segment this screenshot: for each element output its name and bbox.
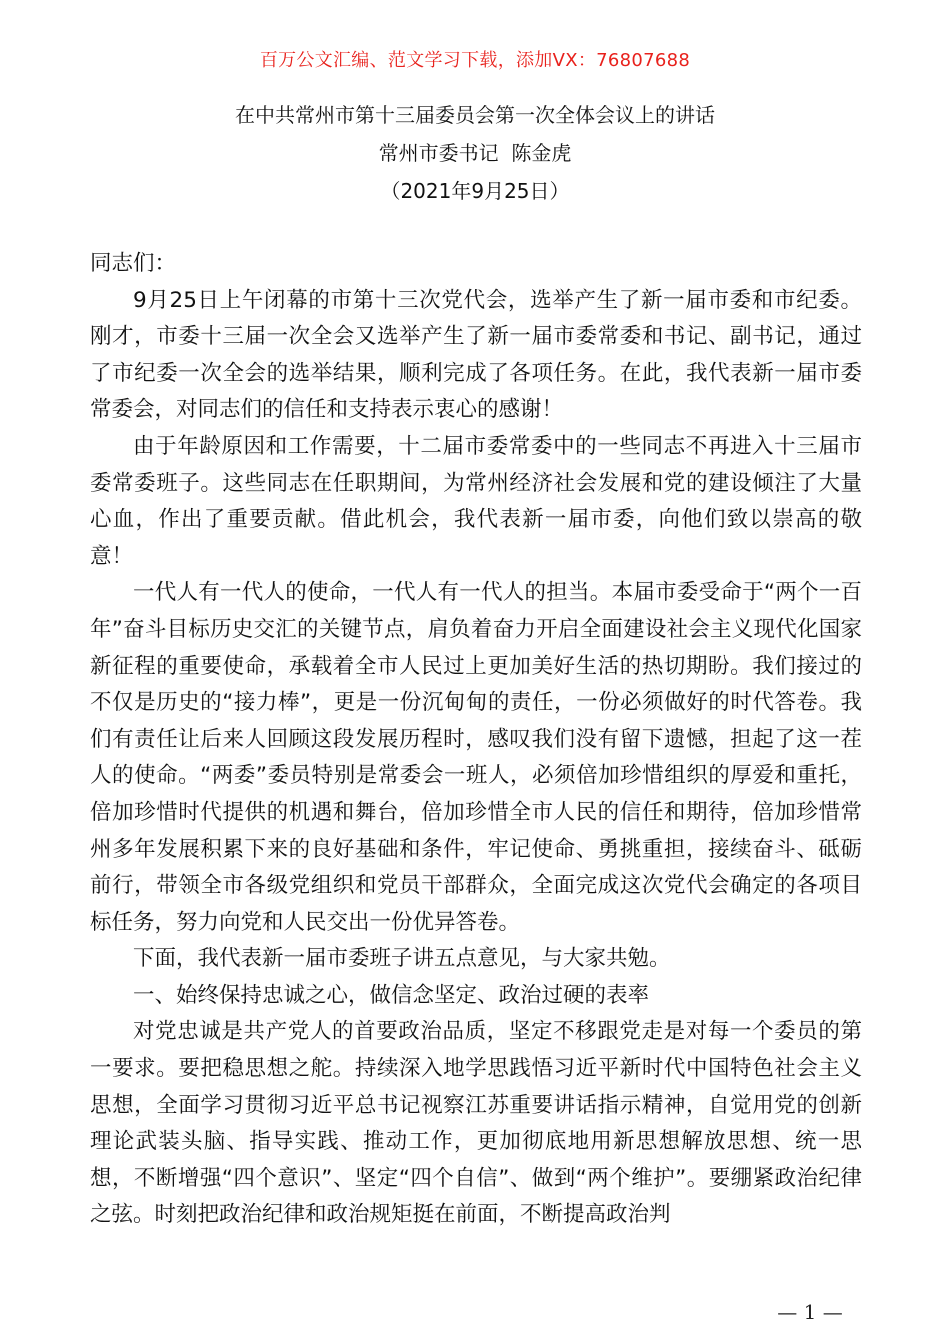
speech-body bbox=[90, 246, 862, 1234]
section-heading: 一、始终保持忠诚之心，做信念坚定、政治过硬的表率 bbox=[133, 982, 650, 1008]
paragraph: 对党忠诚是共产党人的首要政治品质，坚定不移跟党走是对每一个委员的第一要求。要把稳思想之舵。持续深入地学思践悟习近平新时代中国特色社会主义思想，全面学习贯彻习近平总书记视察江苏重要讲话指示精神，自觉用党的创新理论武装头脑、指导实践、推动工作，更加彻底地用新思想解放思想、统一思想，不断增强“四个意识”、坚定“四个自信”、做到“两个维护”。要绷紧政治纪律之弦。时刻把政治纪律和政治规矩挺在前面，不断提高政治判 bbox=[90, 1019, 862, 1228]
paragraph: 9月25日上午闭幕的市第十三次党代会，选举产生了新一届市委和市纪委。刚才，市委十三届一次全会又选举产生了新一届市委常委和书记、副书记，通过了市纪委一次全会的选举结果，顺利完成了各项任务。在此，我代表新一届市委常委会，对同志们的信任和支持表示衷心的感谢！ bbox=[90, 287, 862, 423]
watermark-banner: 百万公文汇编、范文学习下载，添加VX：76807688 bbox=[259, 50, 691, 71]
paragraph: 下面，我代表新一届市委班子讲五点意见，与大家共勉。 bbox=[133, 946, 671, 972]
page-number: — 1 — bbox=[777, 1300, 843, 1324]
salutation: 同志们： bbox=[90, 251, 177, 276]
paragraph: 一代人有一代人的使命，一代人有一代人的担当。本届市委受命于“两个一百年”奋斗目标历史交汇的关键节点，肩负着奋力开启全面建设社会主义现代化国家新征程的重要使命，承载着全市人民过上更加美好生活的热切期盼。我们接过的不仅是历史的“接力棒”，更是一份沉甸甸的责任，一份必须做好的时代答卷。我们有责任让后来人回顾这段发展历程时，感叹我们没有留下遗憾，担起了这一茬人的使命。“两委”委员特别是常委会一班人，必须倍加珍惜组织的厚爱和重托，倍加珍惜时代提供的机遇和舞台，倍加珍惜全市人民的信任和期待，倍加珍惜常州多年发展积累下来的良好基础和条件，牢记使命、勇挑重担，接续奋斗、砥砺前行，带领全市各级党组织和党员干部群众，全面完成这次党代会确定的各项目标任务，努力向党和人民交出一份优异答卷。 bbox=[90, 580, 862, 935]
paragraph: 由于年龄原因和工作需要，十二届市委常委中的一些同志不再进入十三届市委常委班子。这些同志在任职期间，为常州经济社会发展和党的建设倾注了大量心血，作出了重要贡献。借此机会，我代表新一届市委，向他们致以崇高的敬意！ bbox=[90, 433, 862, 569]
speech-date: （2021年9月25日） bbox=[380, 179, 570, 203]
document-title: 在中共常州市第十三届委员会第一次全体会议上的讲话 bbox=[235, 103, 715, 127]
speaker-line: 常州市委书记 陈金虎 bbox=[378, 141, 572, 165]
